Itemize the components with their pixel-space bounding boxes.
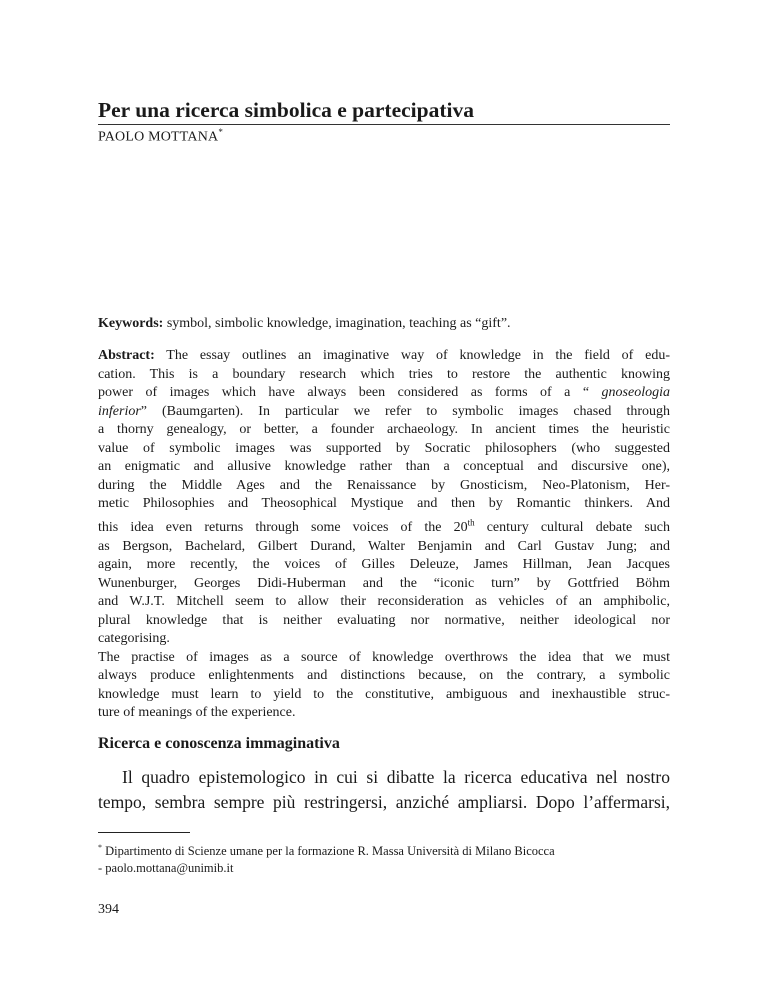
body-line: Il quadro epistemologico in cui si dibatte la ricerca educativa nel nostro [122,767,670,787]
abstract-line: a thorny genealogy, or better, a founder archaeology. In ancient times the heuristic [98,422,670,437]
abstract-line: cation. This is a boundary research which tries to restore the authentic knowing [98,366,670,382]
abstract-line [98,384,670,403]
section-heading: Ricerca e conoscenza immaginativa [98,735,340,752]
footnote-line: - paolo.mottana@unimib.it [98,861,234,876]
abstract-line: knowledge must learn to yield to the constitutive, ambiguous and inexhaustible struc- [98,686,670,702]
abstract-line: as Bergson, Bachelard, Gilbert Durand, Walter Benjamin and Carl Gustav Jung; and [98,538,670,554]
page-number: 394 [98,902,119,917]
abstract-line [98,514,670,538]
abstract-line: categorising. [98,631,170,647]
abstract-line: an enigmatic and allusive knowledge rather than a conceptual and discursive one), [98,459,670,474]
abstract-line: and W.J.T. Mitchell seem to allow their reconsideration as vehicles of an amphibolic, [98,594,670,610]
footnote-line: * Dipartimento di Scienze umane per la formazione R. Massa Università di Milano Bicocca [98,843,555,859]
author-footnote-mark: * [218,127,224,137]
author-name [98,127,223,146]
footnote-mark: * [98,843,102,852]
body-line: tempo, sembra sempre più restringersi, anziché ampliarsi. Dopo l’affermarsi, [98,792,670,812]
abstract-line-text: inferior” (Baumgarten). In particular we refer to symbolic images chased through [98,403,670,419]
keywords [98,315,670,333]
abstract-line-text: this idea even returns through some voices of the 20th century cultural debate such [98,517,671,536]
abstract-line: metic Philosophies and Theosophical Mystique and then by Romantic thinkers. And [98,496,670,511]
article-title: Per una ricerca simbolica e partecipativa [98,97,670,125]
abstract [98,347,670,723]
author-text: PAOLO MOTTANA [98,129,219,145]
page [98,0,670,994]
abstract-line: Wunenburger, Georges Didi-Huberman and the “iconic turn” by Gottfried Böhm [98,575,670,591]
abstract-line: value of symbolic images was supported by Socratic philosophers (who suggested [98,440,670,456]
abstract-line [98,403,670,422]
abstract-line: Abstract: The essay outlines an imaginative way of knowledge in the field of edu- [98,348,670,363]
abstract-line: ture of meanings of the experience. [98,705,296,721]
footnote [98,839,670,877]
abstract-line: The practise of images as a source of knowledge overthrows the idea that we must [98,649,670,665]
keywords-label: Keywords: [98,316,164,331]
abstract-line: always produce enlightenments and distinctions because, on the contrary, a symbolic [98,668,670,684]
abstract-label: Abstract: [98,348,155,363]
body-text [98,765,670,815]
keywords-text: symbol, simbolic knowledge, imagination, teaching as “gift”. [166,316,511,331]
abstract-line: during the Middle Ages and the Renaissance by Gnosticism, Neo-Platonism, Her- [98,477,670,493]
abstract-line: plural knowledge that is neither evaluating nor normative, neither ideological nor [98,612,670,628]
abstract-line: again, more recently, the voices of Gilles Deleuze, James Hillman, Jean Jacques [98,557,670,573]
footnote-rule [98,832,190,833]
abstract-line-text: power of images which have always been considered as forms of a “ gnoseologia [98,385,670,400]
